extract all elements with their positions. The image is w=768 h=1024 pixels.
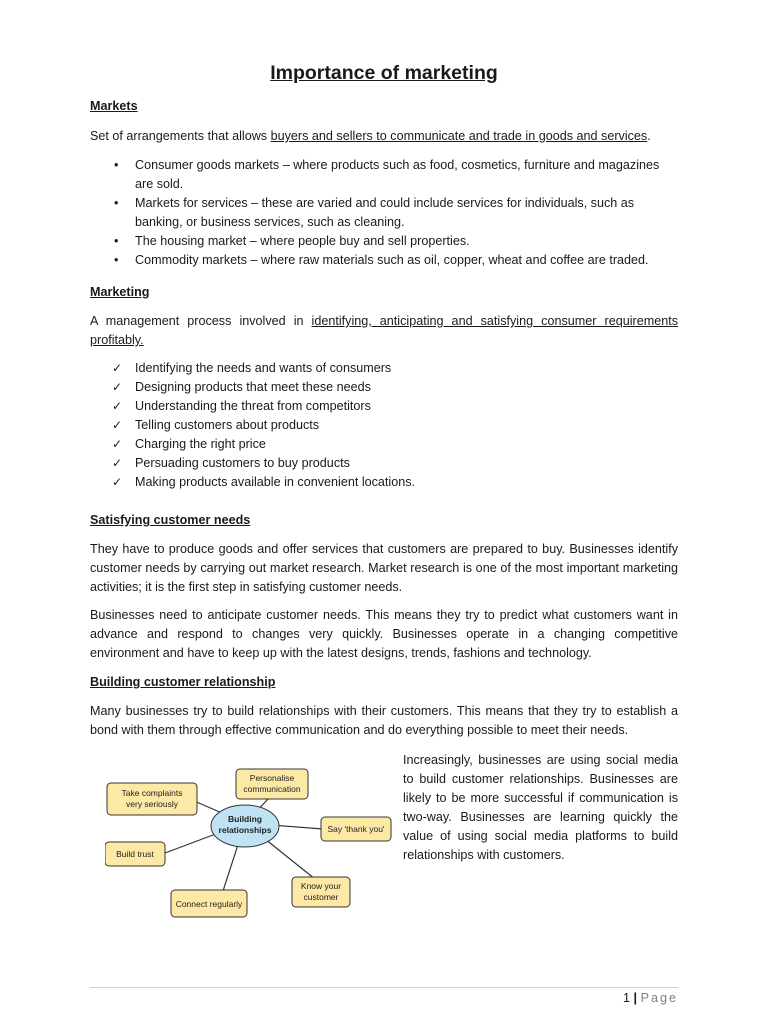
marketing-heading: Marketing (90, 285, 150, 299)
list-item (90, 378, 678, 397)
diagram-node (292, 877, 350, 907)
markets-intro-end: . (647, 129, 651, 143)
center-label: relationships (218, 825, 272, 835)
checkmark-icon: ✓ (112, 418, 123, 432)
check-text: Telling customers about products (135, 418, 320, 432)
list-item (90, 473, 678, 492)
node-label: Take complaints (121, 788, 183, 798)
check-text: Persuading customers to buy products (135, 456, 350, 470)
check-text: Understanding the threat from competitors (135, 399, 371, 413)
satisfying-heading: Satisfying customer needs (90, 513, 251, 527)
checkmark-icon: ✓ (112, 456, 123, 470)
bullet-icon: • (114, 196, 119, 210)
diagram-node (107, 783, 197, 815)
markets-intro-underlined: buyers and sellers to communicate and trade in goods and services (270, 129, 648, 143)
check-text: Charging the right price (135, 437, 266, 451)
list-item (90, 416, 678, 435)
bullet-icon: • (114, 158, 119, 172)
list-item (90, 232, 678, 251)
node-label: Know your (300, 881, 342, 891)
bullet-icon: • (114, 234, 119, 248)
page-footer (623, 989, 678, 1008)
diagram-node (105, 842, 165, 866)
check-text: Identifying the needs and wants of consumers (135, 361, 392, 375)
checkmark-icon: ✓ (112, 399, 123, 413)
list-item (90, 194, 678, 232)
list-item (90, 156, 678, 194)
checkmark-icon: ✓ (112, 437, 123, 451)
checkmark-icon: ✓ (112, 380, 123, 394)
node-label: Personalise (249, 773, 295, 783)
bullet-icon: • (114, 253, 119, 267)
page-number: 1 (623, 991, 631, 1005)
node-label: Say 'thank you' (327, 824, 385, 834)
diagram-center-node (211, 805, 279, 847)
list-item (90, 251, 678, 270)
diagram-node (171, 890, 247, 917)
bullet-text: The housing market – where people buy and sell properties. (135, 234, 470, 248)
marketing-intro-text: A management process involved in (90, 314, 312, 328)
bullet-text: Consumer goods markets – where products such as food, cosmetics, furniture and magazines are sold. (135, 158, 660, 191)
node-label: very seriously (126, 799, 178, 809)
node-label: Build trust (116, 849, 154, 859)
relationship-paragraph: Many businesses try to build relationships with their customers. This means that they try to establish a bond with them through effective communication and do everything possible to meet their needs. (90, 704, 678, 737)
marketing-intro (90, 312, 678, 350)
node-label: customer (303, 892, 339, 902)
markets-intro (90, 127, 678, 146)
checkmark-icon: ✓ (112, 361, 123, 375)
document-page (90, 0, 678, 1024)
markets-heading: Markets (90, 99, 138, 113)
satisfying-paragraph-1: They have to produce goods and offer services that customers are prepared to buy. Businesses identify customer needs by carrying out market research. Market research is one of the most important marketing activities; it is the first step in satisfying customer needs. (90, 542, 678, 594)
footer-divider (90, 987, 678, 988)
page-word: Page (640, 991, 678, 1005)
markets-bullet-list (90, 156, 678, 270)
checkmark-icon: ✓ (112, 475, 123, 489)
social-media-paragraph: Increasingly, businesses are using social media to build customer relationships. Businesses are likely to be more successful if communication is two-way. Businesses are learning quickly the value of using social media platforms to build relationships with customers. (403, 753, 678, 862)
marketing-checklist (90, 359, 678, 492)
check-text: Making products available in convenient locations. (135, 475, 416, 489)
node-label: Connect regularly (175, 899, 243, 909)
center-label: Building (228, 814, 262, 824)
bullet-text: Commodity markets – where raw materials such as oil, copper, wheat and coffee are traded. (135, 253, 649, 267)
diagram-node (236, 769, 308, 799)
bullet-text: Markets for services – these are varied and could include services for individuals, such as banking, or business services, such as cleaning. (135, 196, 635, 229)
node-label: communication (243, 784, 301, 794)
marketing-intro-underlined: identifying, anticipating and satisfying consumer requirements profitably. (90, 314, 678, 347)
page-separator: | (633, 991, 638, 1005)
markets-intro-text: Set of arrangements that allows (90, 129, 271, 143)
satisfying-paragraph-2: Businesses need to anticipate customer needs. This means they try to predict what customers want in advance and respond to changes very quickly. Businesses operate in a changing competitive environment and have to keep up with the latest designs, trends, fashions and technology. (90, 608, 678, 660)
list-item (90, 454, 678, 473)
list-item (90, 397, 678, 416)
relationship-diagram (105, 757, 395, 927)
list-item (90, 435, 678, 454)
relationship-heading: Building customer relationship (90, 675, 276, 689)
list-item (90, 359, 678, 378)
page-title: Importance of marketing (270, 62, 498, 84)
diagram-node (321, 817, 391, 841)
check-text: Designing products that meet these needs (135, 380, 371, 394)
